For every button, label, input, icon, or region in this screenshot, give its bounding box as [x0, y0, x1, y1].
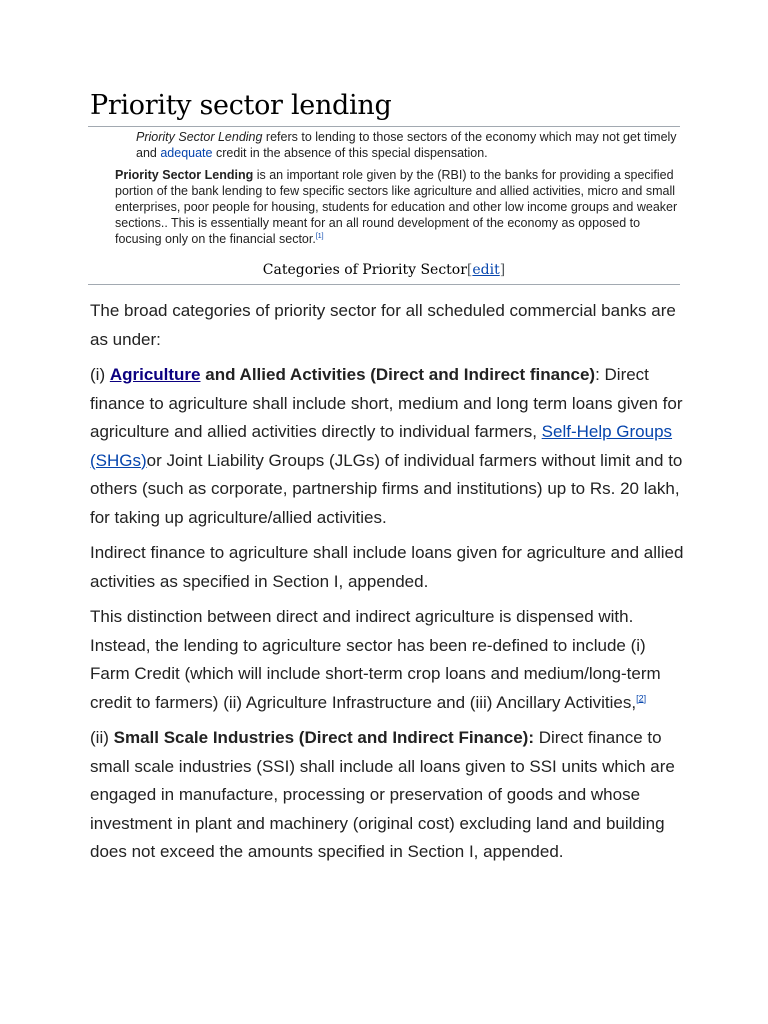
ssi-heading: Small Scale Industries (Direct and Indirect Finance): — [113, 728, 535, 747]
distinction-text: This distinction between direct and indirect agriculture is dispensed with. Instead, the lending to agriculture sector has been re-defined to include (i) Farm Credit (which will include short-term crop loans and medium/long-term credit to farmers) (ii) Agriculture Infrastructure and (iii) Ancillary Activities, — [90, 607, 661, 712]
distinction-paragraph — [90, 603, 690, 717]
hatnote-text-end: credit in the absence of this special dispensation. — [212, 146, 488, 160]
adequate-link[interactable]: adequate — [160, 146, 213, 160]
lead-paragraph — [115, 167, 680, 247]
intro-paragraph: The broad categories of priority sector for all scheduled commercial banks are as under: — [90, 301, 676, 349]
title-divider — [88, 126, 680, 127]
edit-bracket-close: ] — [499, 262, 506, 278]
list-marker-i: (i) — [90, 365, 110, 384]
agriculture-text: : Direct finance to agriculture shall include short, medium and long term loans given for agriculture and allied activities directly to individual farmers, — [90, 365, 683, 441]
edit-link[interactable]: edit — [472, 262, 500, 278]
section-heading — [88, 262, 680, 285]
agriculture-link[interactable]: Agriculture — [109, 365, 201, 384]
edit-bracket-open: [ — [466, 262, 473, 278]
hatnote-text: refers to lending to those sectors of the economy which may not get timely and — [136, 130, 677, 160]
reference-link-2[interactable]: [2] — [636, 692, 647, 703]
hatnote-term: Priority Sector Lending — [136, 130, 263, 144]
shg-link[interactable]: Self-Help Groups (SHGs) — [90, 422, 673, 470]
edit-section — [467, 262, 505, 278]
hatnote — [136, 129, 681, 161]
article-body — [90, 297, 690, 874]
agriculture-heading: and Allied Activities (Direct and Indirect finance) — [200, 365, 596, 384]
lead-term: Priority Sector Lending — [115, 168, 254, 182]
list-marker-ii: (ii) — [90, 728, 114, 747]
reference-link-1[interactable]: [1] — [315, 232, 324, 240]
ssi-text: Direct finance to small scale industries (SSI) shall include all loans given to SSI units which are engaged in manufacture, processing or preservation of goods and whose investment in plant and machinery (original cost) excluding land and building does not exceed the amounts specified in Section I, appended. — [90, 728, 675, 861]
section-title: Categories of Priority Sector — [262, 262, 467, 278]
lead-text: is an important role given by the (RBI) to the banks for providing a specified portion of the bank lending to few specific sectors like agriculture and allied activities, micro and small enterprises, poor people for housing, students for education and other low income groups and weaker sections.. This is essentially meant for an all round development of the economy as opposed to focusing only on the financial sector. — [115, 168, 678, 246]
agriculture-text-end: or Joint Liability Groups (JLGs) of individual farmers without limit and to others (such as corporate, partnership firms and institutions) up to Rs. 20 lakh, for taking up agriculture/allied activities. — [90, 450, 683, 527]
agriculture-paragraph — [90, 361, 690, 532]
ssi-paragraph — [90, 724, 690, 867]
indirect-finance-paragraph: Indirect finance to agriculture shall include loans given for agriculture and allied activities as specified in Section I, appended. — [90, 543, 684, 591]
page-title: Priority sector lending — [90, 90, 392, 121]
